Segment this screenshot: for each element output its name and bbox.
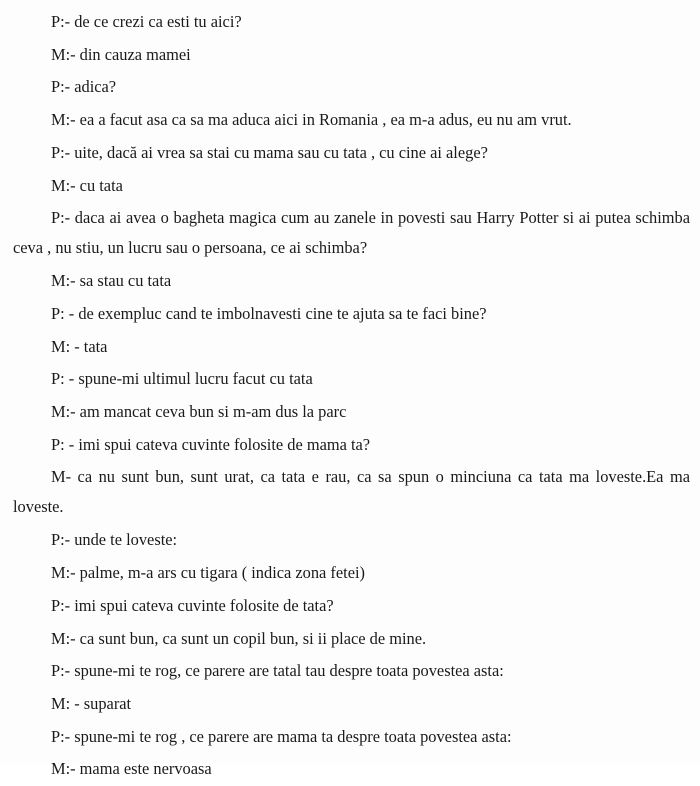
dialogue-line: P: - imi spui cateva cuvinte folosite de mama ta? — [51, 434, 371, 454]
dialogue-line: P: - de exempluc cand te imbolnavesti cine te ajuta sa te faci bine? — [51, 303, 487, 323]
dialogue-line: M:- am mancat ceva bun si m-am dus la parc — [51, 402, 347, 422]
dialogue-transcript — [0, 6, 700, 786]
dialogue-line: P: - spune-mi ultimul lucru facut cu tata — [51, 369, 313, 389]
dialogue-line: M- ca nu sunt bun, sunt urat, ca tata e rau, ca sa spun o minciuna ca tata ma loveste.Ea ma loveste. — [13, 467, 690, 517]
dialogue-line: P:- uite, dacă ai vrea sa stai cu mama sau cu tata , cu cine ai alege? — [51, 142, 488, 162]
dialogue-line: M:- palme, m-a ars cu tigara ( indica zona fetei) — [51, 563, 366, 583]
dialogue-line: M:- ca sunt bun, ca sunt un copil bun, si ii place de mine. — [51, 628, 427, 648]
dialogue-line: P:- unde te loveste: — [51, 530, 178, 550]
dialogue-line: M:- ea a facut asa ca sa ma aduca aici in Romania , ea m-a adus, eu nu am vrut. — [51, 110, 572, 130]
dialogue-line: M: - suparat — [51, 693, 132, 713]
dialogue-line: M:- mama este nervoasa — [51, 759, 212, 779]
dialogue-line: M:- cu tata — [51, 175, 123, 195]
dialogue-line: P:- daca ai avea o bagheta magica cum au zanele in povesti sau Harry Potter si ai putea schimba ceva , nu stiu, un lucru sau o persoana, ce ai schimba? — [13, 208, 690, 258]
dialogue-line: P:- spune-mi te rog, ce parere are tatal tau despre toata povestea asta: — [51, 661, 504, 681]
dialogue-line: M: - tata — [51, 336, 108, 356]
dialogue-line: P:- imi spui cateva cuvinte folosite de tata? — [51, 595, 334, 615]
dialogue-line: P:- adica? — [51, 77, 117, 97]
dialogue-line: M:- din cauza mamei — [51, 44, 191, 64]
dialogue-line: P:- de ce crezi ca esti tu aici? — [51, 12, 242, 31]
dialogue-line: M:- sa stau cu tata — [51, 271, 172, 291]
dialogue-line: P:- spune-mi te rog , ce parere are mama ta despre toata povestea asta: — [51, 726, 512, 746]
